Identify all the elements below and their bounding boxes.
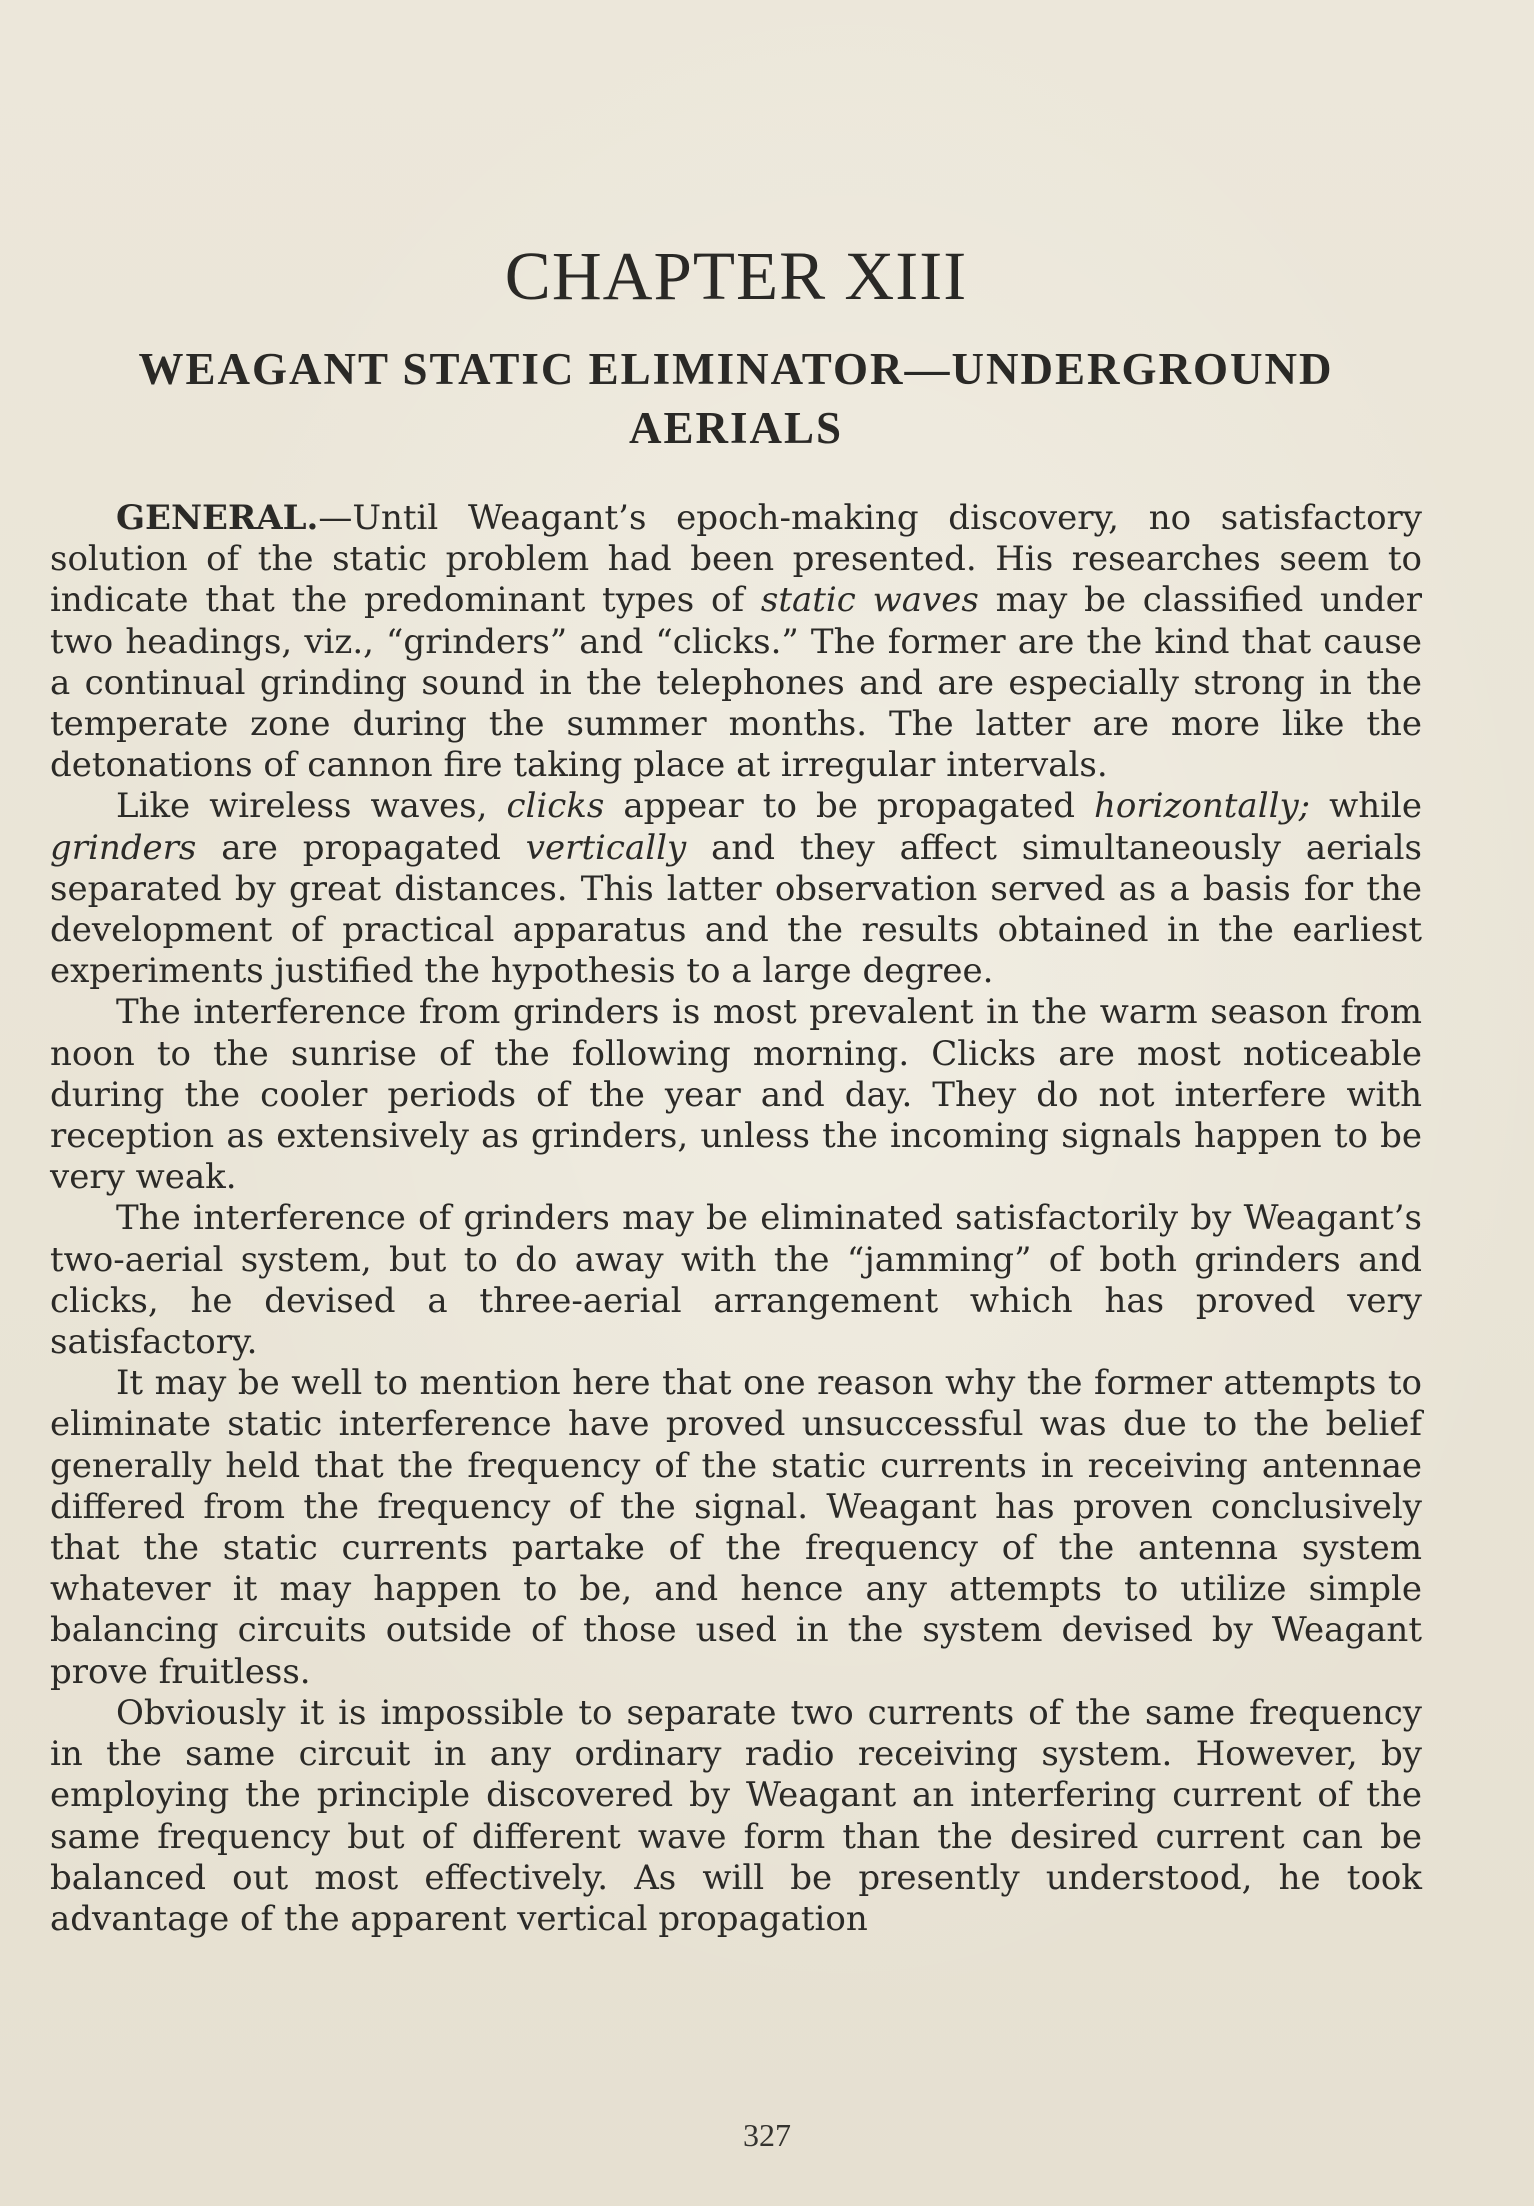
text-segment: are propagated xyxy=(196,827,526,868)
paragraph xyxy=(50,786,1422,992)
page-number: 327 xyxy=(743,2117,791,2153)
text-segment: Obviously it is impossible to separate two currents of the same frequency in the same circuit in any ordinary radio receiving system. However, by employing the principle discovered by Weagant an interfering current of the same frequency but of different wave form than the desired current can be balanced out most effectively. As will be presently understood, he took advantage of the apparent vertical propagation xyxy=(50,1692,1422,1939)
italic-text: horizontally; xyxy=(1093,786,1311,827)
text-segment: while xyxy=(1310,786,1422,827)
chapter-subtitle: WEAGANT STATIC ELIMINATOR—UNDERGROUND AERIALS xyxy=(138,344,1334,453)
italic-text: static waves xyxy=(760,580,979,621)
text-segment: may be classified under two headings, viz., “grinders” and “clicks.” The former are the kind that cause a continual grinding sound in the telephones and are especially strong in the temperate zone during the summer months. The latter are more like the detonations of cannon fire taking place at irregular intervals. xyxy=(50,580,1422,786)
text-segment: The interference of grinders may be eliminated satisfactorily by Weagant’s two-aerial system, but to do away with the “jamming” of both grinders and clicks, he devised a three-aerial arrangement which has proved very satisfactory. xyxy=(50,1198,1422,1363)
chapter-title: CHAPTER XIII xyxy=(504,238,968,314)
italic-text: clicks xyxy=(506,786,605,827)
paragraph xyxy=(50,498,1422,786)
paragraph xyxy=(50,992,1422,1198)
paragraph xyxy=(50,1198,1422,1363)
italic-text: grinders xyxy=(50,827,197,868)
page-text-block xyxy=(50,236,1422,1940)
text-segment: It may be well to mention here that one reason why the former attempts to eliminate static interference have proved unsuccessful was due to the belief generally held that the frequency of the static currents in receiving antennae differed from the frequency of the signal. Weagant has proven conclusively that the static currents partake of the frequency of the antenna system whatever it may happen to be, and hence any attempts to utilize simple balancing circuits outside of those used in the system devised by Weagant prove fruitless. xyxy=(50,1363,1422,1692)
text-segment: appear to be propagated xyxy=(604,786,1094,827)
text-segment: —Until Weagant’s epoch-making discovery, no satisfactory solution of the static problem had been presented. His researches seem to indicate that the predominant types of xyxy=(50,498,1422,621)
paragraph xyxy=(50,1363,1422,1693)
text-segment: Like wireless waves, xyxy=(116,786,507,827)
paragraph xyxy=(50,1693,1422,1940)
text-segment: and they affect simultaneously aerials separated by great distances. This latter observation served as a basis for the development of practical apparatus and the results obtained in the earliest experiments justified the hypothesis to a large degree. xyxy=(50,827,1422,992)
text-segment: The interference from grinders is most prevalent in the warm season from noon to the sunrise of the following morning. Clicks are most noticeable during the cooler periods of the year and day. They do not interfere with reception as extensively as grinders, unless the incoming signals happen to be very weak. xyxy=(50,992,1422,1198)
paragraph-runin-heading: GENERAL. xyxy=(116,498,319,538)
italic-text: vertically xyxy=(525,827,687,868)
body-text xyxy=(50,498,1422,1940)
